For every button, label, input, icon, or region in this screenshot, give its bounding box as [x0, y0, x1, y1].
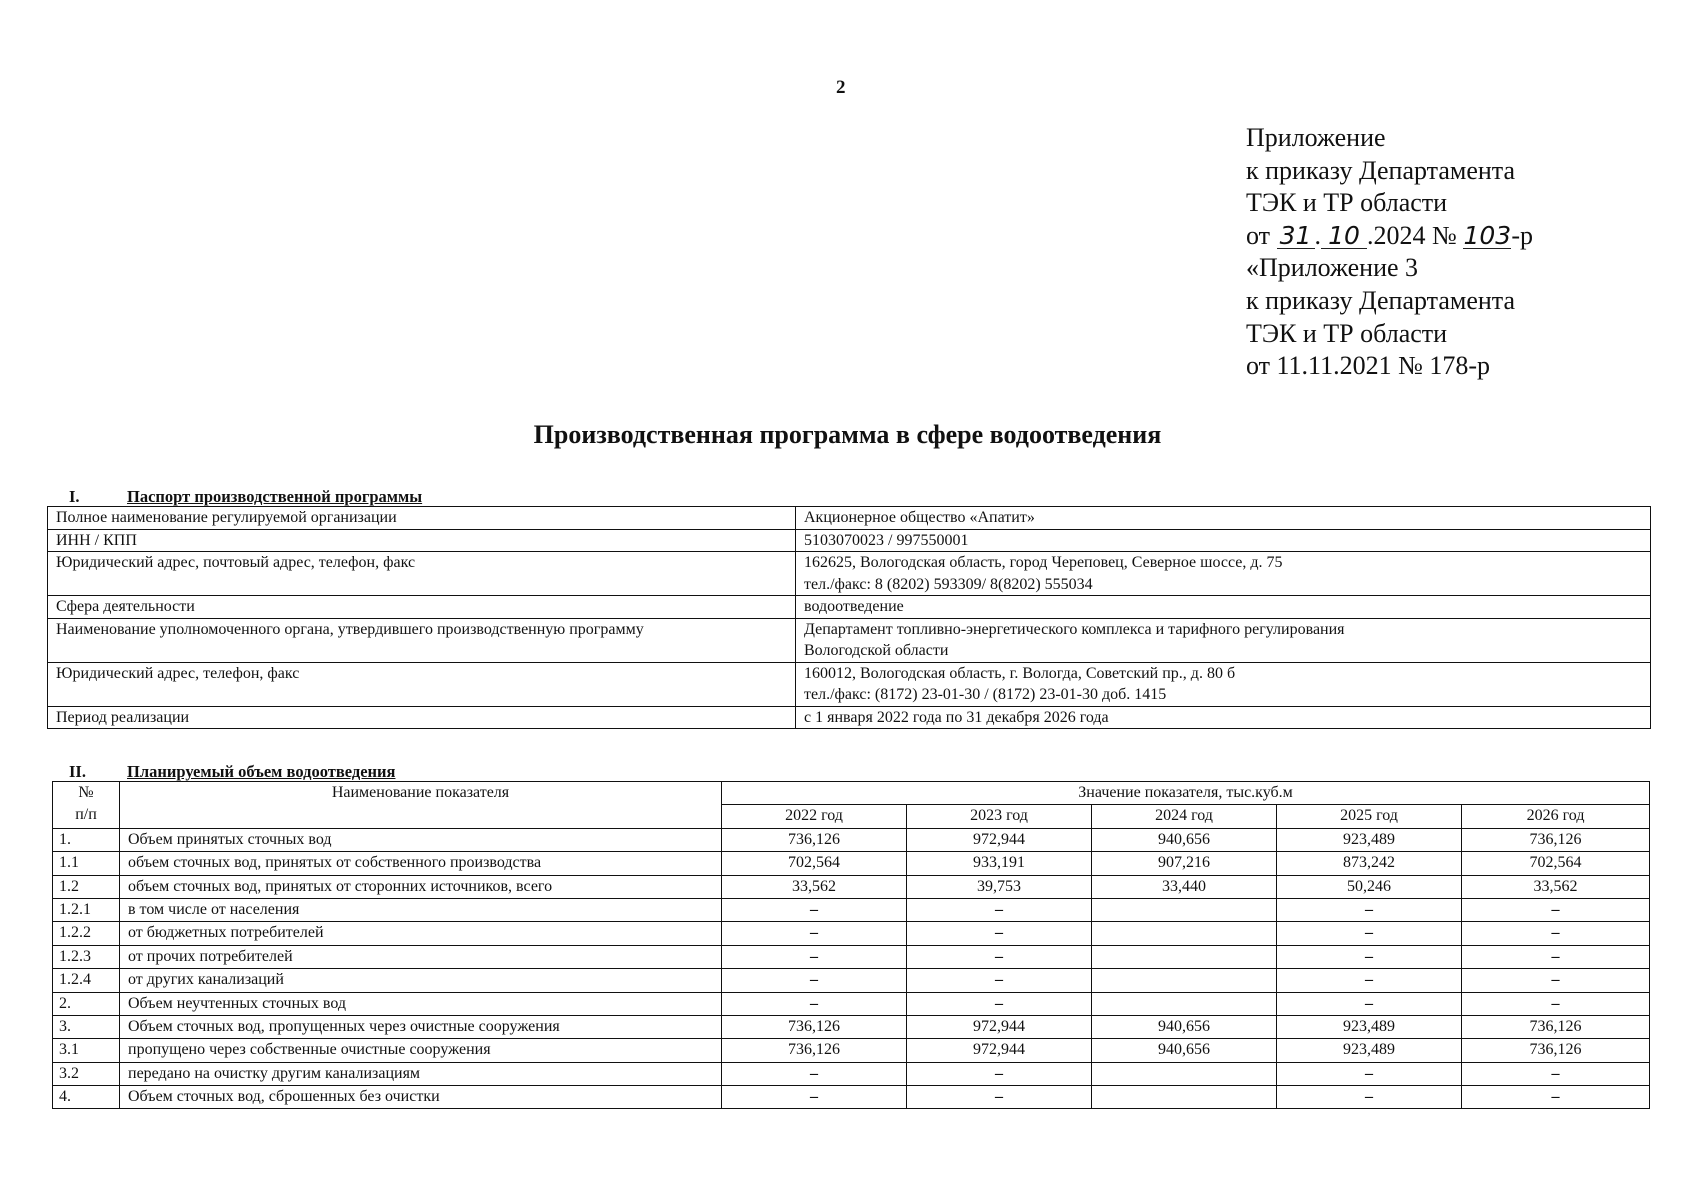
row-number: 1.2.4 [53, 969, 120, 992]
row-indicator-name: объем сточных вод, принятых от собственного производства [120, 852, 722, 875]
section-heading-volume [47, 762, 395, 782]
header-indicator-name: Наименование показателя [120, 782, 722, 829]
annex-line: ТЭК и ТР области [1246, 188, 1448, 218]
table-row [53, 1062, 1650, 1085]
passport-value [796, 618, 1651, 662]
row-value: 736,126 [1462, 1039, 1650, 1062]
row-value: – [1462, 898, 1650, 921]
row-value: 972,944 [907, 1039, 1092, 1062]
row-indicator-name: Объем принятых сточных вод [120, 828, 722, 851]
row-value: 972,944 [907, 1015, 1092, 1038]
value-line: тел./факс: (8172) 23-01-30 / (8172) 23-01-30 доб. 1415 [804, 686, 1167, 703]
table-row [53, 828, 1650, 851]
row-indicator-name: пропущено через собственные очистные сооружения [120, 1039, 722, 1062]
page-number: 2 [836, 77, 846, 98]
header-year: 2022 год [722, 805, 907, 828]
document-title: Производственная программа в сфере водоотведения [533, 420, 1162, 449]
row-value: 940,656 [1092, 1039, 1277, 1062]
row-value: 736,126 [1462, 828, 1650, 851]
table-row [53, 852, 1650, 875]
annex-line: ТЭК и ТР области [1246, 318, 1448, 348]
row-value: 736,126 [722, 1039, 907, 1062]
row-value: 972,944 [907, 828, 1092, 851]
row-value: – [722, 898, 907, 921]
row-value: – [907, 1086, 1092, 1109]
row-value: – [1277, 969, 1462, 992]
value-line: 162625, Вологодская область, город Череповец, Северное шоссе, д. 75 [804, 554, 1283, 571]
table-header-row [53, 782, 1650, 805]
row-value: 33,562 [722, 875, 907, 898]
header-number-line: п/п [75, 806, 97, 823]
passport-value [796, 662, 1651, 706]
row-value: – [722, 945, 907, 968]
value-line: водоотведение [804, 598, 904, 615]
row-number: 1.2 [53, 875, 120, 898]
row-value: 33,562 [1462, 875, 1650, 898]
table-row [48, 596, 1651, 619]
value-line: Департамент топливно-энергетического комплекса и тарифного регулирования [804, 620, 1345, 638]
row-value: 736,126 [722, 828, 907, 851]
passport-label: Период реализации [48, 706, 796, 729]
passport-label: Полное наименование регулируемой организации [48, 507, 796, 530]
row-value: – [722, 992, 907, 1015]
table-row [53, 922, 1650, 945]
row-value [1092, 992, 1277, 1015]
row-value: 923,489 [1277, 1015, 1462, 1038]
row-value: – [1462, 945, 1650, 968]
row-indicator-name: Объем сточных вод, пропущенных через очистные сооружения [120, 1015, 722, 1038]
row-value: – [907, 1062, 1092, 1085]
row-value: 873,242 [1277, 852, 1462, 875]
table-row [53, 898, 1650, 921]
passport-value [796, 706, 1651, 729]
header-number [53, 782, 120, 829]
passport-label: ИНН / КПП [48, 529, 796, 552]
passport-value [796, 507, 1651, 530]
header-number-line: № [78, 784, 94, 801]
row-number: 2. [53, 992, 120, 1015]
row-number: 3.2 [53, 1062, 120, 1085]
passport-value [796, 596, 1651, 619]
volume-table [52, 781, 1650, 1109]
row-value: – [907, 922, 1092, 945]
row-value: – [1277, 992, 1462, 1015]
annex-line: «Приложение 3 [1246, 253, 1419, 283]
row-value: 736,126 [722, 1015, 907, 1038]
row-number: 1. [53, 828, 120, 851]
table-row [53, 1086, 1650, 1109]
table-row [53, 1039, 1650, 1062]
row-value [1092, 898, 1277, 921]
row-value: – [1277, 922, 1462, 945]
value-line: 5103070023 / 997550001 [804, 531, 969, 549]
row-indicator-name: от прочих потребителей [120, 945, 722, 968]
row-value: – [907, 992, 1092, 1015]
row-indicator-name: передано на очистку другим канализациям [120, 1062, 722, 1085]
row-indicator-name: от других канализаций [120, 969, 722, 992]
row-number: 3. [53, 1015, 120, 1038]
passport-label: Юридический адрес, телефон, факс [48, 662, 796, 706]
passport-value [796, 529, 1651, 552]
table-row [53, 992, 1650, 1015]
annex-block [1246, 122, 1533, 383]
row-value: – [722, 1062, 907, 1085]
row-indicator-name: Объем неучтенных сточных вод [120, 992, 722, 1015]
row-value: – [1462, 1062, 1650, 1085]
row-value: 940,656 [1092, 828, 1277, 851]
table-row [48, 552, 1651, 596]
row-value: – [1462, 1086, 1650, 1109]
row-value: 702,564 [1462, 852, 1650, 875]
annex-date-year: .2024 № [1367, 220, 1457, 250]
table-row [48, 706, 1651, 729]
header-year: 2025 год [1277, 805, 1462, 828]
row-number: 1.2.3 [53, 945, 120, 968]
row-value [1092, 1086, 1277, 1109]
row-value: – [722, 1086, 907, 1109]
row-value: – [907, 969, 1092, 992]
passport-label: Сфера деятельности [48, 596, 796, 619]
row-value: 933,191 [907, 852, 1092, 875]
value-line: 160012, Вологодская область, г. Вологда, Советский пр., д. 80 б [804, 664, 1236, 682]
section-number: II. [69, 762, 86, 781]
table-row [48, 618, 1651, 662]
table-row [48, 662, 1651, 706]
row-indicator-name: в том числе от населения [120, 898, 722, 921]
passport-label: Юридический адрес, почтовый адрес, телефон, факс [48, 552, 796, 596]
row-number: 4. [53, 1086, 120, 1109]
passport-table [47, 506, 1651, 729]
value-line: Вологодской области [804, 642, 949, 659]
passport-value [796, 552, 1651, 596]
row-value: – [907, 898, 1092, 921]
row-value: 907,216 [1092, 852, 1277, 875]
annex-date-prefix: от [1246, 220, 1271, 250]
row-value: 940,656 [1092, 1015, 1277, 1038]
header-year: 2026 год [1462, 805, 1650, 828]
row-value: 50,246 [1277, 875, 1462, 898]
passport-label: Наименование уполномоченного органа, утвердившего производственную программу [48, 618, 796, 662]
annex-date-dot: . [1314, 220, 1322, 250]
row-value: 923,489 [1277, 828, 1462, 851]
annex-line: от 11.11.2021 № 178-р [1246, 351, 1491, 381]
row-indicator-name: Объем сточных вод, сброшенных без очистки [120, 1086, 722, 1109]
table-row [53, 969, 1650, 992]
annex-line: к приказу Департамента [1246, 285, 1516, 315]
row-value: – [1277, 945, 1462, 968]
row-value: – [1277, 898, 1462, 921]
annex-line: к приказу Департамента [1246, 155, 1516, 185]
row-indicator-name: от бюджетных потребителей [120, 922, 722, 945]
row-value: – [907, 945, 1092, 968]
row-value: – [1462, 992, 1650, 1015]
row-value: – [1277, 1086, 1462, 1109]
row-value [1092, 969, 1277, 992]
annex-line: Приложение [1246, 123, 1386, 152]
row-value: 736,126 [1462, 1015, 1650, 1038]
value-line: тел./факс: 8 (8202) 593309/ 8(8202) 555034 [804, 575, 1093, 593]
table-row [53, 1015, 1650, 1038]
row-value [1092, 1062, 1277, 1085]
section-title: Паспорт производственной программы [127, 487, 423, 506]
row-number: 1.1 [53, 852, 120, 875]
row-number: 1.2.2 [53, 922, 120, 945]
section-title: Планируемый объем водоотведения [127, 762, 396, 781]
row-value: – [1277, 1062, 1462, 1085]
row-number: 3.1 [53, 1039, 120, 1062]
handwritten-day: 31 [1277, 224, 1315, 249]
row-number: 1.2.1 [53, 898, 120, 921]
row-value: 39,753 [907, 875, 1092, 898]
annex-date-line [1246, 220, 1533, 253]
annex-order-suffix: -р [1511, 220, 1534, 250]
row-value [1092, 945, 1277, 968]
table-row [48, 529, 1651, 552]
section-heading-passport [47, 487, 422, 507]
row-value: – [1462, 922, 1650, 945]
row-value: – [1462, 969, 1650, 992]
header-indicator-value: Значение показателя, тыс.куб.м [722, 782, 1650, 805]
row-value: 923,489 [1277, 1039, 1462, 1062]
row-value: – [722, 969, 907, 992]
table-row [48, 507, 1651, 530]
row-value [1092, 922, 1277, 945]
row-indicator-name: объем сточных вод, принятых от сторонних источников, всего [120, 875, 722, 898]
header-year: 2024 год [1092, 805, 1277, 828]
row-value: 702,564 [722, 852, 907, 875]
value-line: с 1 января 2022 года по 31 декабря 2026 года [804, 708, 1109, 726]
handwritten-order-number: 103 [1463, 220, 1512, 250]
section-number: I. [69, 487, 80, 506]
row-value: – [722, 922, 907, 945]
handwritten-month: 10 [1321, 224, 1367, 249]
value-line: Акционерное общество «Апатит» [804, 509, 1035, 526]
header-year: 2023 год [907, 805, 1092, 828]
table-row [53, 945, 1650, 968]
table-row [53, 875, 1650, 898]
row-value: 33,440 [1092, 875, 1277, 898]
